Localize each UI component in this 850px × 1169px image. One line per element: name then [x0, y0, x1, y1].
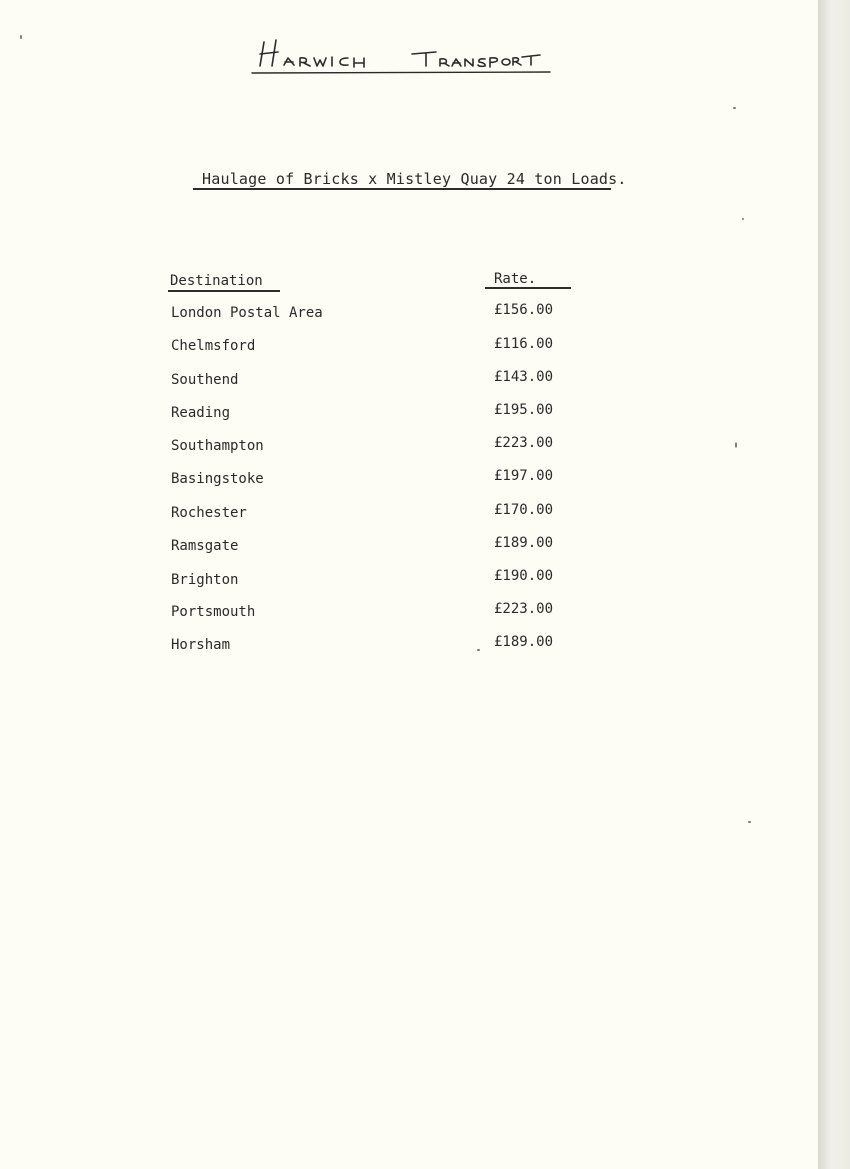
scan-speck — [733, 107, 736, 109]
table-row-destination: Rochester — [171, 505, 247, 521]
table-row-destination: Portsmouth — [171, 604, 256, 620]
heading-underline — [193, 188, 611, 190]
table-row-destination: London Postal Area — [171, 305, 323, 321]
table-row-destination: Chelmsford — [171, 338, 256, 354]
table-row-destination: Horsham — [171, 637, 231, 653]
table-row-rate: £156.00 — [494, 302, 554, 318]
destination-column-header: Destination — [170, 273, 263, 289]
table-row-destination: Southend — [171, 372, 239, 388]
scan-speck — [748, 821, 751, 823]
table-row-rate: £189.00 — [494, 634, 554, 650]
table-row-rate: £189.00 — [494, 535, 554, 551]
destination-header-underline — [168, 290, 280, 292]
rate-column-header: Rate. — [494, 271, 537, 287]
scan-speck — [477, 649, 480, 651]
table-row-destination: Basingstoke — [171, 471, 264, 487]
table-row-rate: £223.00 — [494, 435, 554, 451]
scan-speck — [735, 442, 737, 448]
table-row-destination: Reading — [171, 405, 231, 421]
table-row-rate: £143.00 — [494, 369, 554, 385]
rate-header-underline — [485, 287, 571, 289]
scan-speck — [20, 35, 22, 39]
document-heading: Haulage of Bricks x Mistley Quay 24 ton Loads. — [202, 170, 627, 188]
scan-speck — [742, 218, 744, 220]
table-row-destination: Southampton — [171, 438, 264, 454]
table-row-rate: £197.00 — [494, 468, 554, 484]
handwritten-header-signature — [250, 32, 560, 80]
table-row-destination: Ramsgate — [171, 538, 239, 554]
table-row-rate: £223.00 — [494, 601, 554, 617]
table-row-rate: £195.00 — [494, 402, 554, 418]
table-row-rate: £116.00 — [494, 336, 554, 352]
page-edge-shadow — [818, 0, 850, 1169]
table-row-rate: £190.00 — [494, 568, 554, 584]
table-row-destination: Brighton — [171, 572, 239, 588]
table-row-rate: £170.00 — [494, 502, 554, 518]
